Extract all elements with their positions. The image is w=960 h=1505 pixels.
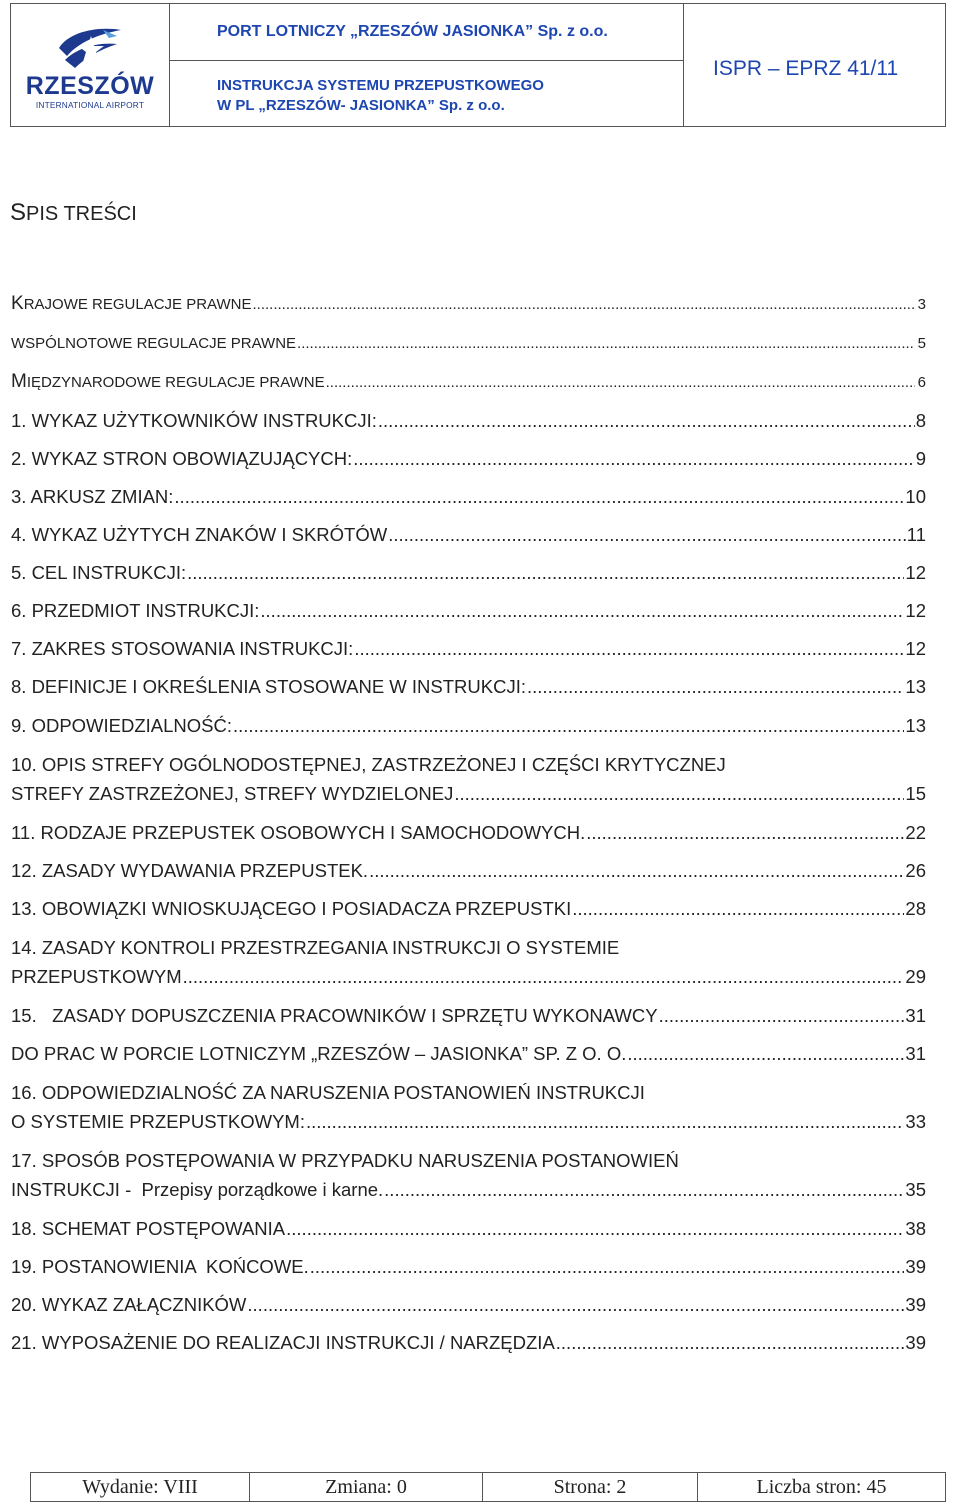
toc-dot-leader	[369, 856, 904, 885]
toc-entry[interactable]	[11, 1290, 926, 1319]
toc-entry[interactable]	[11, 1078, 926, 1136]
toc-entry[interactable]	[11, 520, 926, 549]
toc-entry[interactable]	[11, 368, 926, 397]
toc-entry-label: 20. WYKAZ ZAŁĄCZNIKÓW	[11, 1294, 247, 1315]
toc-entry-label: STREFY ZASTRZEŻONEJ, STREFY WYDZIELONEJ	[11, 783, 454, 804]
toc-entry-line1: 10. OPIS STREFY OGÓLNODOSTĘPNEJ, ZASTRZEŻONEJ I CZĘŚCI KRYTYCZNEJ	[11, 754, 726, 775]
toc-entry-row	[11, 1039, 926, 1068]
toc-entry-label: 19. POSTANOWIENIA KOŃCOWE.	[11, 1256, 309, 1277]
toc-entry-line1: 16. ODPOWIEDZIALNOŚĆ ZA NARUSZENIA POSTANOWIEŃ INSTRUKCJI	[11, 1082, 645, 1103]
toc-entry[interactable]	[11, 1146, 926, 1204]
toc-entry[interactable]	[11, 672, 926, 701]
toc-dot-leader	[556, 1328, 905, 1357]
instruction-title-line1: INSTRUKCJA SYSTEMU PRZEPUSTKOWEGO	[217, 77, 544, 94]
toc-entry-label: 9. ODPOWIEDZIALNOŚĆ:	[11, 715, 233, 736]
toc-entry-line1: 17. SPOSÓB POSTĘPOWANIA W PRZYPADKU NARUSZENIA POSTANOWIEŃ	[11, 1150, 679, 1171]
toc-entry[interactable]	[11, 482, 926, 511]
toc-page-number: 28	[905, 898, 926, 919]
toc-dot-leader	[247, 1290, 904, 1319]
instruction-title-line2: W PL „RZESZÓW- JASIONKA” Sp. z o.o.	[217, 97, 505, 114]
toc-page-number: 35	[905, 1179, 926, 1200]
toc-entry-label: PRZEPUSTKOWYM	[11, 966, 182, 987]
toc-dot-leader	[286, 1214, 904, 1243]
toc-entry[interactable]	[11, 711, 926, 740]
toc-entry-row	[11, 711, 926, 740]
toc-page-number: 6	[917, 374, 926, 391]
toc-page-number: 15	[905, 783, 926, 804]
footer-change: Zmiana: 0	[250, 1473, 483, 1501]
toc-entry[interactable]	[11, 1001, 926, 1030]
toc-page-number: 31	[905, 1043, 926, 1064]
toc-entry-label: DO PRAC W PORCIE LOTNICZYM „RZESZÓW – JASIONKA” SP. Z O. O.	[11, 1043, 627, 1064]
toc-entry-label: 6. PRZEDMIOT INSTRUKCJI:	[11, 600, 260, 621]
toc-dot-leader	[659, 1001, 905, 1030]
toc-entry-label: 13. OBOWIĄZKI WNIOSKUJĄCEGO I POSIADACZA PRZEPUSTKI	[11, 898, 572, 919]
toc-entry-row	[11, 368, 926, 397]
toc-dot-leader	[454, 779, 904, 808]
toc-entry-row	[11, 406, 926, 435]
toc-page-number: 9	[915, 448, 926, 469]
toc-entry-label-text: IĘDZYNARODOWE REGULACJE PRAWNE	[26, 374, 325, 391]
toc-dot-leader	[586, 818, 904, 847]
toc-entry-line1: 14. ZASADY KONTROLI PRZESTRZEGANIA INSTRUKCJI O SYSTEMIE	[11, 937, 620, 958]
airport-logo-icon	[57, 26, 123, 70]
toc-page-number: 3	[917, 296, 926, 313]
toc-entry[interactable]	[11, 1328, 926, 1357]
toc-entry-row	[11, 558, 926, 587]
toc-dot-leader	[260, 596, 904, 625]
document-id: ISPR – EPRZ 41/11	[713, 57, 899, 80]
toc-page-number: 39	[905, 1294, 926, 1315]
toc-entry-row	[11, 894, 926, 923]
toc-entry[interactable]	[11, 1039, 926, 1068]
document-footer	[30, 1472, 946, 1502]
toc-entry[interactable]	[11, 933, 926, 991]
toc-entry[interactable]	[11, 444, 926, 473]
toc-entry-row	[11, 1328, 926, 1357]
header-middle-cell	[169, 4, 684, 126]
toc-page-number: 11	[906, 524, 926, 545]
toc-dot-leader	[378, 406, 915, 435]
toc-dot-leader	[174, 482, 904, 511]
company-name: PORT LOTNICZY „RZESZÓW JASIONKA” Sp. z o.o.	[217, 23, 608, 40]
toc-entry-row	[11, 634, 926, 663]
toc-entry-label: 21. WYPOSAŻENIE DO REALIZACJI INSTRUKCJI / NARZĘDZIA	[11, 1332, 555, 1353]
toc-dot-leader	[353, 444, 914, 473]
toc-page-number: 22	[905, 822, 926, 843]
toc-page-number: 29	[905, 966, 926, 987]
toc-entry-row	[11, 1001, 926, 1030]
toc-dot-leader	[310, 1252, 905, 1281]
toc-entry-label: INSTRUKCJI - Przepisy porządkowe i karne.	[11, 1179, 384, 1200]
toc-entry-row	[11, 1175, 926, 1204]
toc-entry[interactable]	[11, 406, 926, 435]
toc-entry-label: 8. DEFINICJE I OKREŚLENIA STOSOWANE W INSTRUKCJI:	[11, 676, 527, 697]
toc-page-number: 12	[905, 562, 926, 583]
toc-dot-leader	[183, 962, 905, 991]
toc-entry[interactable]	[11, 750, 926, 808]
toc-entry[interactable]	[11, 558, 926, 587]
table-of-contents	[11, 290, 926, 1357]
toc-dot-leader	[527, 672, 904, 701]
toc-entry[interactable]	[11, 290, 926, 319]
toc-entry[interactable]	[11, 894, 926, 923]
toc-page-number: 10	[905, 486, 926, 507]
company-row	[169, 4, 683, 61]
toc-page-number: 26	[905, 860, 926, 881]
toc-entry-label: 15. ZASADY DOPUSZCZENIA PRACOWNIKÓW I SPRZĘTU WYKONAWCY	[11, 1005, 658, 1026]
toc-entry-label	[11, 328, 296, 358]
toc-title-cap: S	[10, 199, 27, 226]
logo-name: RZESZÓW	[25, 72, 155, 100]
toc-title	[10, 199, 137, 227]
toc-dot-leader	[384, 1175, 904, 1204]
toc-page-number: 38	[905, 1218, 926, 1239]
toc-entry-label: 18. SCHEMAT POSTĘPOWANIA	[11, 1218, 286, 1239]
toc-entry-row	[11, 672, 926, 701]
toc-entry-label: O SYSTEMIE PRZEPUSTKOWYM:	[11, 1111, 305, 1132]
toc-dot-leader	[187, 558, 904, 587]
toc-dot-leader	[297, 329, 915, 358]
toc-entry[interactable]	[11, 856, 926, 885]
toc-entry-cap: M	[11, 371, 27, 392]
toc-entry[interactable]	[11, 634, 926, 663]
toc-entry-label-text: WSPÓLNOTOWE REGULACJE PRAWNE	[11, 335, 297, 352]
toc-dot-leader	[233, 711, 904, 740]
logo-cell	[11, 4, 170, 126]
toc-entry-row	[11, 1252, 926, 1281]
toc-entry-row	[11, 482, 926, 511]
toc-entry-label: 2. WYKAZ STRON OBOWIĄZUJĄCYCH:	[11, 448, 353, 469]
toc-page-number: 31	[905, 1005, 926, 1026]
toc-page-number: 13	[905, 715, 926, 736]
toc-entry-label-text: RAJOWE REGULACJE PRAWNE	[23, 296, 252, 313]
toc-entry-row	[11, 290, 926, 319]
toc-page-number: 39	[905, 1256, 926, 1277]
toc-entry[interactable]	[11, 596, 926, 625]
toc-page-number: 5	[917, 335, 926, 352]
toc-page-number: 12	[905, 638, 926, 659]
toc-dot-leader	[354, 634, 904, 663]
toc-entry-row	[11, 444, 926, 473]
toc-page-number: 8	[915, 410, 926, 431]
header-right-cell	[683, 4, 945, 126]
toc-page-number: 33	[905, 1111, 926, 1132]
toc-entry-row	[11, 818, 926, 847]
toc-dot-leader	[306, 1107, 904, 1136]
toc-dot-leader	[572, 894, 904, 923]
toc-entry-row	[11, 1290, 926, 1319]
toc-entry-row	[11, 1214, 926, 1243]
toc-page-number: 13	[905, 676, 926, 697]
toc-entry-row	[11, 1107, 926, 1136]
toc-entry-label	[11, 289, 252, 319]
toc-entry-label: 7. ZAKRES STOSOWANIA INSTRUKCJI:	[11, 638, 354, 659]
toc-dot-leader	[326, 368, 915, 397]
toc-entry-label: 11. RODZAJE PRZEPUSTEK OSOBOWYCH I SAMOCHODOWYCH.	[11, 822, 586, 843]
toc-dot-leader	[253, 290, 916, 319]
toc-entry-cap: K	[11, 293, 24, 314]
toc-page-number: 39	[905, 1332, 926, 1353]
toc-title-rest: PIS TREŚCI	[26, 203, 137, 225]
toc-entry[interactable]	[11, 329, 926, 358]
footer-edition: Wydanie: VIII	[31, 1473, 250, 1501]
toc-entry-label: 12. ZASADY WYDAWANIA PRZEPUSTEK.	[11, 860, 369, 881]
toc-entry[interactable]	[11, 1252, 926, 1281]
toc-entry-label	[11, 367, 325, 397]
footer-page: Strona: 2	[483, 1473, 698, 1501]
toc-entry[interactable]	[11, 818, 926, 847]
toc-page-number: 12	[905, 600, 926, 621]
logo-subtitle: INTERNATIONAL AIRPORT	[35, 100, 145, 110]
toc-entry[interactable]	[11, 1214, 926, 1243]
toc-entry-label: 3. ARKUSZ ZMIAN:	[11, 486, 174, 507]
toc-entry-row	[11, 596, 926, 625]
toc-entry-row	[11, 779, 926, 808]
toc-entry-row	[11, 962, 926, 991]
toc-entry-row	[11, 856, 926, 885]
toc-entry-label: 5. CEL INSTRUKCJI:	[11, 562, 187, 583]
footer-page-count: Liczba stron: 45	[756, 1475, 887, 1498]
document-header	[10, 3, 946, 127]
toc-entry-label: 1. WYKAZ UŻYTKOWNIKÓW INSTRUKCJI:	[11, 410, 377, 431]
toc-dot-leader	[627, 1039, 904, 1068]
toc-dot-leader	[388, 520, 906, 549]
toc-entry-row	[11, 520, 926, 549]
toc-entry-row	[11, 329, 926, 358]
toc-entry-label: 4. WYKAZ UŻYTYCH ZNAKÓW I SKRÓTÓW	[11, 524, 388, 545]
